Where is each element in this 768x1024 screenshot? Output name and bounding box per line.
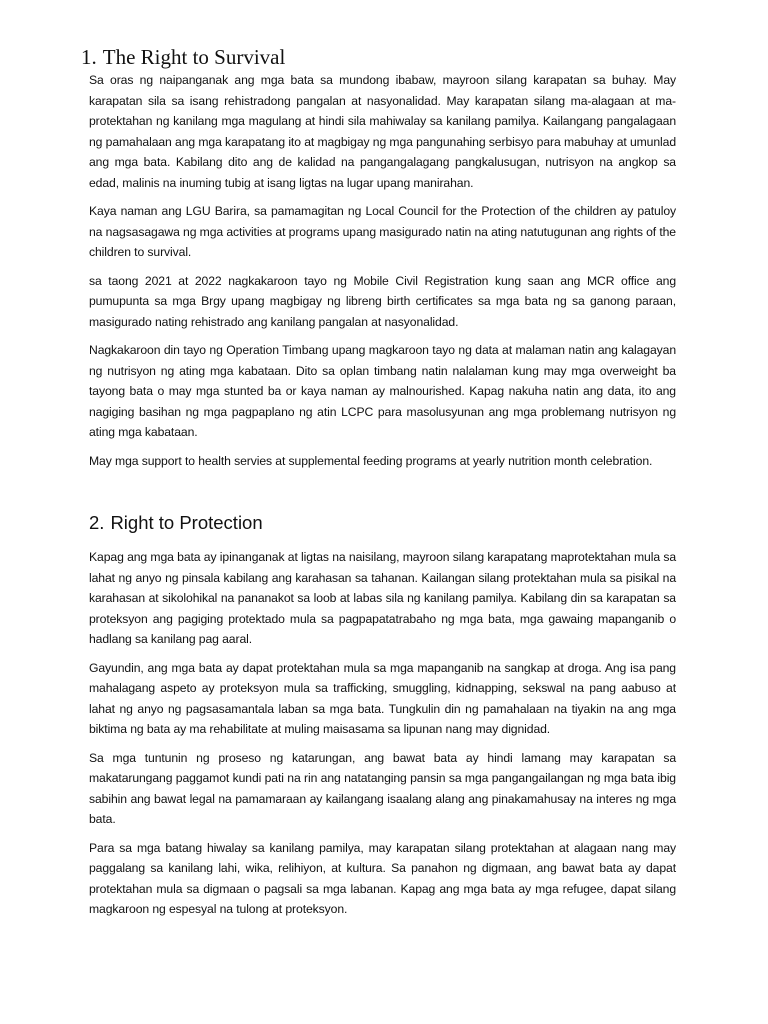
paragraph: Nagkakaroon din tayo ng Operation Timbang upang magkaroon tayo ng data at malaman natin ang kalagayan ng nutrisyon ng ating mga kabataan. Dito sa oplan timbang natin nalalaman kung may mga overweight ba tayong bata o may mga stunted ba or kaya naman ay malnourished. Kapag nakuha natin ang data, ito ang nagiging basihan ng mga pagpaplano ng atin LCPC para masolusyunan ang mga problemang nutrisyon ng ating mga kabataan. <box>89 343 676 439</box>
paragraph: Kapag ang mga bata ay ipinanganak at ligtas na naisilang, mayroon silang karapatang maprotektahan mula sa lahat ng anyo ng pinsala kabilang ang karahasan sa tahanan. Kailangan silang protektahan mula sa pisikal na karahasan at sikolohikal na pananakot sa loob at labas sila ng kanilang pamilya. Kabilang din sa karapatan sa proteksyon ang pagiging protektado mula sa pagpapatatrabaho ng mga bata, mga gawaing mapanganib o hadlang sa kanilang pag aaral. <box>89 550 676 646</box>
paragraph: Para sa mga batang hiwalay sa kanilang pamilya, may karapatan silang protektahan at alagaan nang may paggalang sa kanilang lahi, wika, relihiyon, at kultura. Sa panahon ng digmaan, ang bawat bata ay dapat protektahan mula sa digmaan o pagsali sa mga labanan. Kapag ang mga bata ay mga refugee, dapat silang magkaroon ng espesyal na tulong at proteksyon. <box>89 840 676 916</box>
document-page <box>81 44 676 928</box>
paragraph: May mga support to health servies at supplemental feeding programs at yearly nutrition month celebration. <box>89 453 653 468</box>
section-number: 1. <box>81 45 97 69</box>
section-number: 2. <box>89 512 105 533</box>
paragraph: Gayundin, ang mga bata ay dapat protektahan mula sa mga mapanganib na sangkap at droga. Ang isa pang mahalagang aspeto ay proteksyon mula sa trafficking, smuggling, kidnapping, sekswal na pang aabuso at lahat ng anyo ng pagsasamantala laban sa mga bata. Tungkulin din ng pamahalaan na tiyakin na ang mga biktima ng bata ay ma rehabilitate at muling maisasama sa lipunan nang may dignidad. <box>89 660 676 736</box>
section-right-to-survival <box>81 44 676 471</box>
paragraph: Sa mga tuntunin ng proseso ng katarungan, ang bawat bata ay hindi lamang may karapatan sa makatarungang paggamot kundi pati na rin ang natatanging pansin sa mga pangangailangan ng mga bata ibig sabihin ang bawat legal na pamamaraan ay kailangang isaalang alang ang pinakamahusay na interes ng mga bata. <box>89 750 676 826</box>
section-title: The Right to Survival <box>102 45 286 69</box>
section-title: Right to Protection <box>110 512 263 533</box>
section-heading <box>81 44 676 70</box>
paragraph: Sa oras ng naipanganak ang mga bata sa mundong ibabaw, mayroon silang karapatan sa buhay. May karapatan sila sa isang rehistradong pangalan at nasyonalidad. May karapatan silang ma-alagaan at ma-protektahan ng kanilang mga magulang at hindi sila mahiwalay sa kanilang pamilya. Kailangang pangalagaan ng pamahalaan ang mga karapatang ito at magbigay ng mga pangunahing serbisyo para mabuhay at umunlad ang mga bata. Kabilang dito ang de kalidad na pangangalagang pangkalusugan, nutrisyon na angkop sa edad, malinis na inuming tubig at isang ligtas na lugar upang manirahan. <box>89 73 676 190</box>
section-heading <box>89 511 676 535</box>
section-right-to-protection <box>89 511 676 920</box>
paragraph: Kaya naman ang LGU Barira, sa pamamagitan ng Local Council for the Protection of the children ay patuloy na nagsasagawa ng mga activities at programs upang masigurado natin na ating natutugunan ang rights of the children to survival. <box>89 204 676 259</box>
paragraph: sa taong 2021 at 2022 nagkakaroon tayo ng Mobile Civil Registration kung saan ang MCR office ang pumupunta sa mga Brgy upang magbigay ng libreng birth certificates sa mga bata ng sa ganong paraan, masigurado nating rehistrado ang kanilang pangalan at nasyonalidad. <box>89 273 676 329</box>
